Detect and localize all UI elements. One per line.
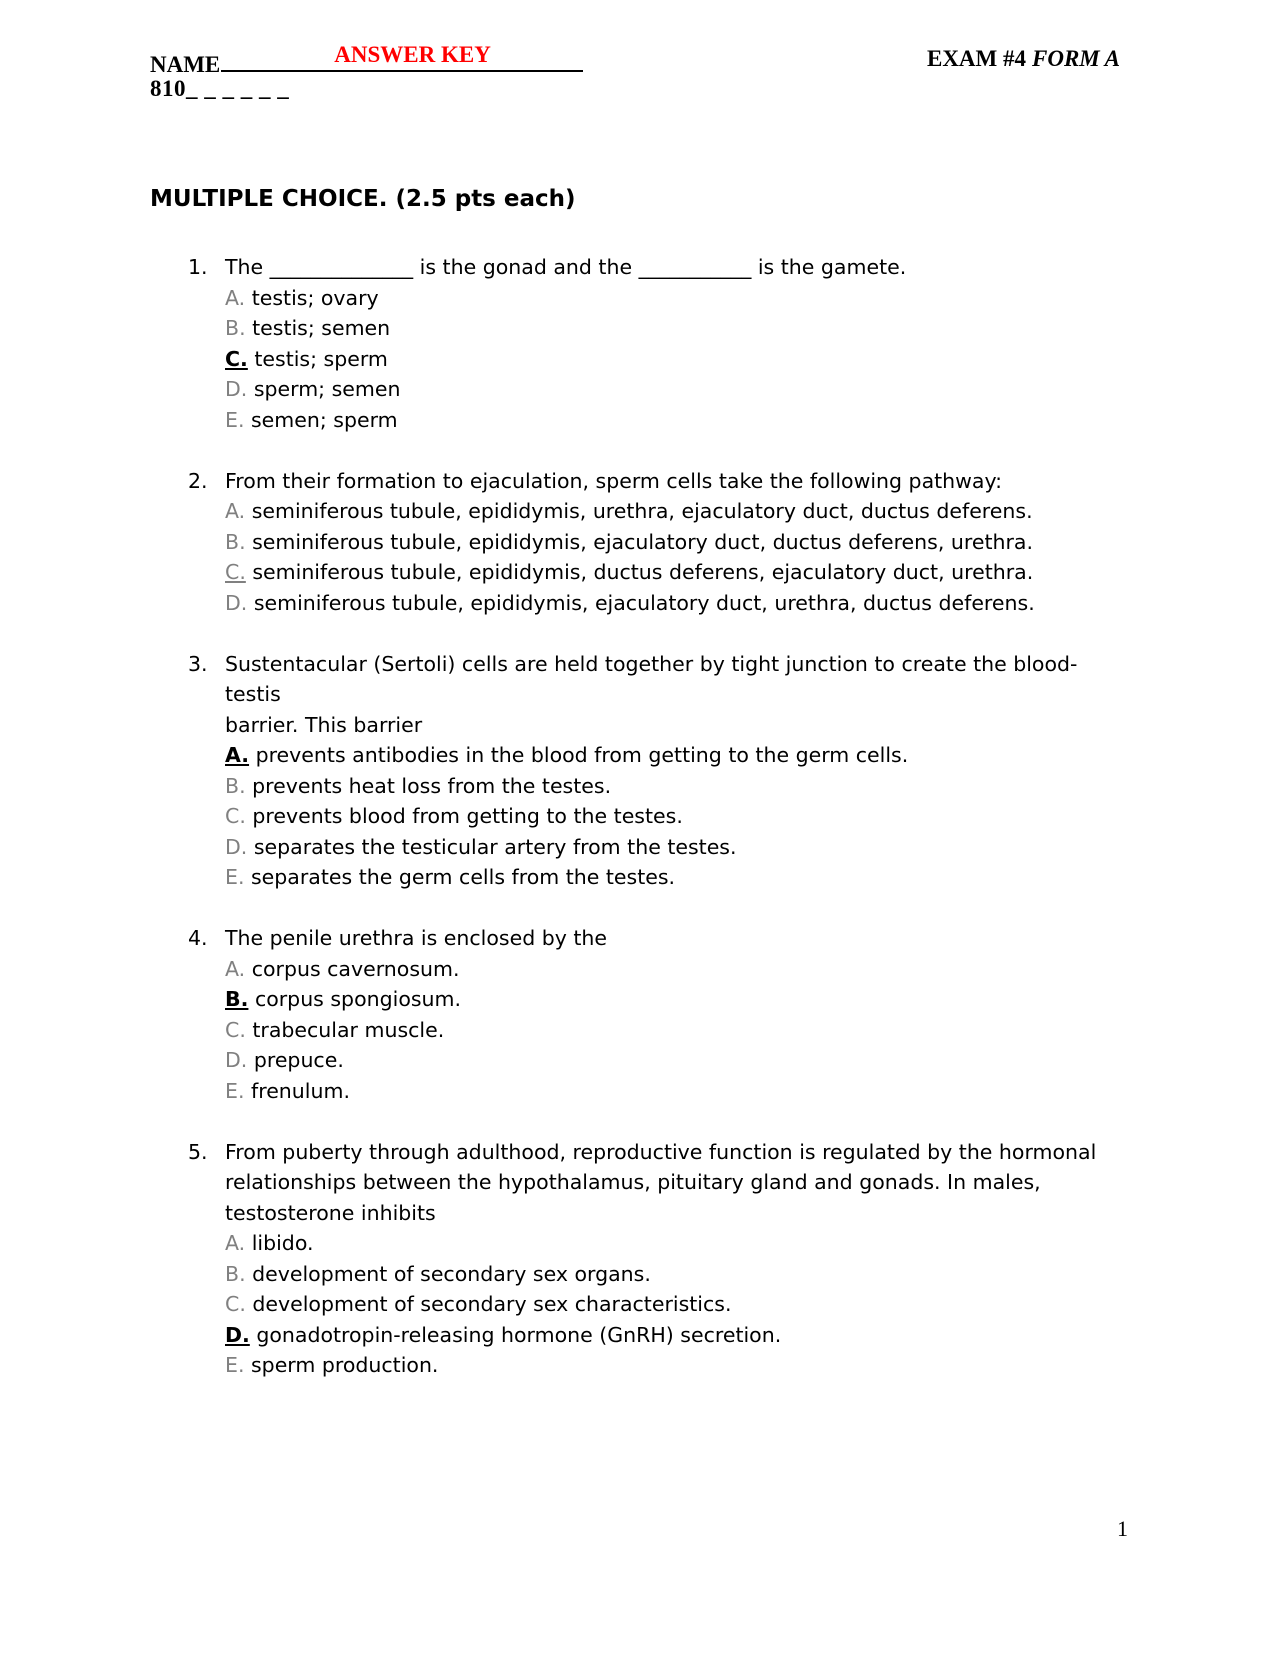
option-e (225, 1350, 1130, 1381)
option-letter: A. (225, 499, 246, 523)
name-line (150, 42, 583, 78)
option-d (225, 832, 1130, 863)
option-text: testis; sperm (247, 346, 388, 371)
option-text: trabecular muscle. (245, 1017, 445, 1042)
option-d (225, 374, 1130, 405)
option-a (225, 496, 1130, 527)
option-text: prevents antibodies in the blood from getting to the germ cells. (249, 743, 909, 767)
option-e (225, 405, 1130, 436)
question-text-line-2: barrier. This barrier (225, 712, 423, 737)
question-number: 1. (188, 255, 208, 279)
option-text: seminiferous tubule, epididymis, ejaculatory duct, urethra, ductus deferens. (247, 590, 1035, 615)
page-number: 1 (1117, 1516, 1128, 1541)
option-letter: C. (225, 1292, 246, 1316)
option-c-correct (225, 344, 1130, 375)
question-text-line-3: testosterone inhibits (225, 1200, 436, 1225)
question-1 (150, 252, 1130, 435)
option-b (225, 527, 1130, 558)
correct-option-letter: B. (225, 987, 249, 1011)
option-text: gonadotropin-releasing hormone (GnRH) secretion. (249, 1322, 782, 1347)
option-letter: B. (225, 529, 246, 554)
option-text: prevents heat loss from the testes. (245, 773, 612, 798)
exam-title (927, 46, 1120, 72)
option-letter: E. (225, 1353, 245, 1377)
option-b (225, 1259, 1130, 1290)
option-text: corpus spongiosum. (248, 987, 462, 1011)
question-4 (150, 923, 1130, 1106)
option-letter: E. (225, 865, 245, 889)
option-letter: D. (225, 1048, 248, 1072)
option-letter: B. (225, 1261, 246, 1286)
question-3 (150, 649, 1130, 893)
option-d (225, 1045, 1130, 1076)
option-letter: C. (225, 804, 246, 828)
option-b (225, 313, 1130, 344)
question-text: The ______________ is the gonad and the ___________ is the gamete. (225, 255, 907, 279)
option-e (225, 1076, 1130, 1107)
option-text: frenulum. (244, 1078, 350, 1103)
option-letter: E. (225, 1078, 245, 1103)
option-text: prevents blood from getting to the testes. (245, 804, 683, 828)
option-text: testis; ovary (245, 285, 379, 310)
option-letter: B. (225, 316, 246, 340)
option-text: development of secondary sex characteristics. (245, 1292, 732, 1316)
question-2 (150, 466, 1130, 619)
question-list (150, 252, 1130, 1411)
option-text: development of secondary sex organs. (245, 1261, 651, 1286)
option-text: libido. (245, 1231, 314, 1255)
option-e (225, 862, 1130, 893)
correct-option-letter: C. (225, 560, 246, 584)
option-text: prepuce. (247, 1048, 344, 1072)
option-d (225, 588, 1130, 619)
option-c (225, 801, 1130, 832)
option-letter: B. (225, 773, 246, 798)
question-number: 4. (188, 926, 208, 950)
option-letter: D. (225, 834, 248, 859)
option-letter: D. (225, 377, 248, 401)
question-number: 5. (188, 1139, 208, 1164)
option-text: sperm; semen (247, 377, 401, 401)
option-a (225, 1228, 1130, 1259)
option-d-correct (225, 1320, 1130, 1351)
section-title: MULTIPLE CHOICE. (2.5 pts each) (150, 186, 576, 212)
name-label: NAME (150, 52, 221, 77)
exam-form: FORM A (1032, 46, 1120, 71)
correct-option-letter: A. (225, 743, 250, 767)
option-text: seminiferous tubule, epididymis, ejaculatory duct, ductus deferens, urethra. (245, 529, 1033, 554)
option-text: semen; sperm (244, 407, 398, 432)
option-b-correct (225, 984, 1130, 1015)
option-c (225, 1289, 1130, 1320)
option-a (225, 954, 1130, 985)
option-text: seminiferous tubule, epididymis, ductus deferens, ejaculatory duct, urethra. (245, 560, 1034, 584)
option-letter: A. (225, 1231, 246, 1255)
option-a (225, 283, 1130, 314)
option-letter: A. (225, 956, 246, 981)
option-a-correct (225, 740, 1130, 771)
option-letter: E. (225, 407, 245, 432)
question-number: 2. (188, 468, 208, 493)
option-text: separates the germ cells from the testes. (244, 865, 676, 889)
option-text: separates the testicular artery from the testes. (247, 834, 737, 859)
question-text: From their formation to ejaculation, sperm cells take the following pathway: (225, 468, 1003, 493)
option-b (225, 771, 1130, 802)
name-blank (221, 42, 583, 72)
exam-number: EXAM #4 (926, 46, 1027, 71)
correct-option-letter: D. (225, 1322, 250, 1347)
question-number: 3. (188, 651, 208, 676)
question-5 (150, 1137, 1130, 1381)
option-letter: C. (225, 1017, 246, 1042)
student-id-line: 810_ _ _ _ _ _ (150, 76, 290, 101)
option-text: seminiferous tubule, epididymis, urethra, ejaculatory duct, ductus deferens. (245, 499, 1033, 523)
option-c-correct (225, 557, 1130, 588)
option-text: sperm production. (244, 1353, 439, 1377)
option-c (225, 1015, 1130, 1046)
correct-option-letter: C. (225, 346, 248, 371)
answer-key-stamp: ANSWER KEY (334, 42, 491, 67)
option-text: testis; semen (245, 316, 391, 340)
option-letter: A. (225, 285, 246, 310)
option-letter: D. (225, 590, 248, 615)
question-text-line-1: From puberty through adulthood, reproductive function is regulated by the hormonal (225, 1139, 1097, 1164)
question-text-line-1: Sustentacular (Sertoli) cells are held together by tight junction to create the blood-testis (225, 651, 1078, 706)
question-text: The penile urethra is enclosed by the (225, 926, 608, 950)
question-text-line-2: relationships between the hypothalamus, pituitary gland and gonads. In males, (225, 1170, 1041, 1194)
option-text: corpus cavernosum. (245, 956, 460, 981)
